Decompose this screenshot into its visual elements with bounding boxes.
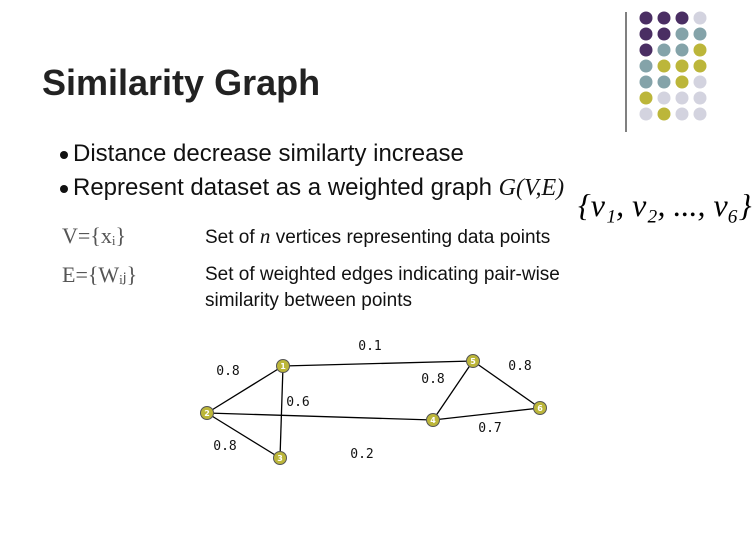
edge-weight-label: 0.7 [478, 421, 502, 436]
graph-node-3 [274, 452, 287, 465]
graph-edge-4-6 [433, 408, 540, 420]
graph-node-label: 3 [277, 454, 283, 463]
graph-node-5 [467, 355, 480, 368]
vertex-set-description: Set of n vertices representing data points [205, 224, 551, 248]
graph-edge-1-5 [283, 361, 473, 366]
graph-node-2 [201, 407, 214, 420]
graph-node-label: 2 [204, 409, 210, 418]
edge-weight-label: 0.8 [421, 372, 445, 387]
edge-weight-label: 0.8 [213, 439, 237, 454]
edge-set-description-line: Set of weighted edges indicating pair-wise [205, 264, 560, 285]
vertex-set-symbol: V={xᵢ} [62, 223, 127, 248]
graph-node-6 [534, 402, 547, 415]
slide-title: Similarity Graph [42, 62, 321, 103]
graph-node-label: 6 [537, 404, 543, 413]
graph-node-4 [427, 414, 440, 427]
bullet-text: Represent dataset as a weighted graph G(V,E) [73, 174, 565, 201]
graph-edge-5-4 [433, 361, 473, 420]
graph-edge-weights [213, 339, 531, 462]
edge-weight-label: 0.2 [350, 447, 374, 462]
graph-node-label: 1 [280, 362, 286, 371]
graph-node-label: 4 [430, 416, 436, 425]
graph-edge-1-3 [280, 366, 283, 458]
graph-node-label: 5 [470, 357, 476, 366]
bullet-text: Distance decrease similarty increase [73, 140, 464, 167]
vertex-set-formula: {v₁, v₂, ..., v₆} [578, 187, 752, 223]
edge-set-description-line: similarity between points [205, 290, 412, 311]
graph-edges [207, 361, 540, 458]
graph-edge-2-4 [207, 413, 433, 420]
edge-set-symbol: E={Wᵢⱼ} [62, 262, 138, 287]
graph-node-1 [277, 360, 290, 373]
edge-weight-label: 0.1 [358, 339, 382, 354]
edge-weight-label: 0.8 [216, 364, 240, 379]
edge-weight-label: 0.6 [286, 395, 310, 410]
edge-weight-label: 0.8 [508, 359, 532, 374]
